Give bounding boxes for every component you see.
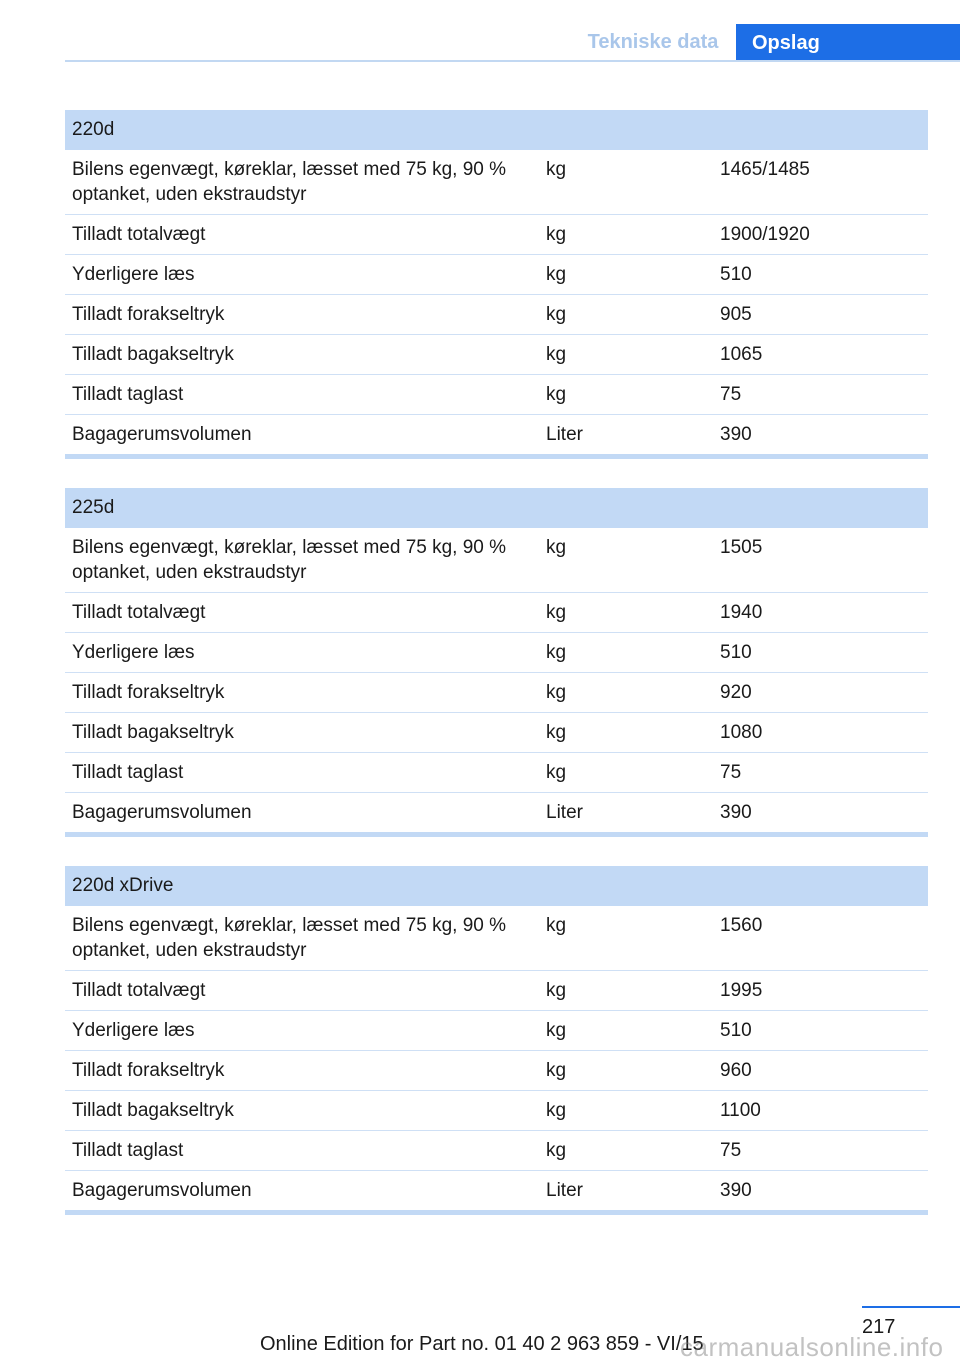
page-number-rule <box>862 1306 960 1308</box>
watermark: carmanualsonline.info <box>680 1332 944 1362</box>
row-label: Tilladt totalvægt <box>72 224 206 245</box>
row-value: 1900/1920 <box>720 224 810 245</box>
row-unit: kg <box>546 1060 567 1081</box>
spec-table-220d-xdrive <box>65 866 928 1215</box>
row-label: Yderligere læs <box>72 642 195 663</box>
row-value: 510 <box>720 642 752 663</box>
table-row <box>65 753 928 793</box>
page-header <box>0 0 960 62</box>
table-row <box>65 971 928 1011</box>
row-value: 390 <box>720 424 752 445</box>
row-value: 1505 <box>720 537 763 558</box>
edition-footer: Online Edition for Part no. 01 40 2 963 859 - VI/15 <box>260 1333 704 1355</box>
table-row <box>65 1091 928 1131</box>
row-value: 510 <box>720 1020 752 1041</box>
row-unit: Liter <box>546 424 583 445</box>
row-value: 75 <box>720 384 742 405</box>
row-unit: kg <box>546 1140 567 1161</box>
table-row <box>65 150 928 215</box>
spec-tables <box>65 110 928 1244</box>
table-row <box>65 713 928 753</box>
spec-table-220d <box>65 110 928 459</box>
table-row <box>65 528 928 593</box>
table-row <box>65 1131 928 1171</box>
table-row <box>65 793 928 832</box>
row-value: 390 <box>720 802 752 823</box>
row-unit: Liter <box>546 1180 583 1201</box>
row-label: Bilens egenvægt, køreklar, læsset med 75 kg, 90 % optanket, uden ekstraudstyr <box>72 915 507 961</box>
row-label: Tilladt taglast <box>72 1140 184 1161</box>
row-unit: kg <box>546 602 567 623</box>
table-title: 220d <box>65 110 928 150</box>
row-value: 75 <box>720 1140 742 1161</box>
table-bottom-rule <box>65 1210 928 1215</box>
row-value: 960 <box>720 1060 752 1081</box>
table-title: 220d xDrive <box>65 866 928 906</box>
row-value: 1995 <box>720 980 763 1001</box>
row-value: 1065 <box>720 344 763 365</box>
row-value: 75 <box>720 762 742 783</box>
row-unit: kg <box>546 264 567 285</box>
table-row <box>65 295 928 335</box>
row-value: 1100 <box>720 1100 761 1121</box>
spec-table-225d <box>65 488 928 837</box>
row-label: Bilens egenvægt, køreklar, læsset med 75 kg, 90 % optanket, uden ekstraudstyr <box>72 159 507 205</box>
row-label: Tilladt forakseltryk <box>72 304 225 325</box>
row-label: Yderligere læs <box>72 264 195 285</box>
row-label: Bagagerumsvolumen <box>72 424 252 445</box>
row-label: Tilladt taglast <box>72 762 184 783</box>
row-value: 1465/1485 <box>720 159 810 180</box>
table-row <box>65 1011 928 1051</box>
row-unit: kg <box>546 1020 567 1041</box>
row-value: 390 <box>720 1180 752 1201</box>
row-value: 920 <box>720 682 752 703</box>
row-unit: kg <box>546 1100 567 1121</box>
tab-tekniske-data[interactable]: Tekniske data <box>587 31 719 53</box>
row-label: Bilens egenvægt, køreklar, læsset med 75 kg, 90 % optanket, uden ekstraudstyr <box>72 537 507 583</box>
row-unit: kg <box>546 384 567 405</box>
row-label: Bagagerumsvolumen <box>72 802 252 823</box>
table-row <box>65 215 928 255</box>
row-label: Tilladt totalvægt <box>72 980 206 1001</box>
row-unit: kg <box>546 304 567 325</box>
row-label: Tilladt bagakseltryk <box>72 722 234 743</box>
header-divider <box>65 60 960 62</box>
table-title: 225d <box>65 488 928 528</box>
row-value: 1080 <box>720 722 763 743</box>
table-row <box>65 375 928 415</box>
row-unit: kg <box>546 762 567 783</box>
row-value: 1940 <box>720 602 763 623</box>
table-row <box>65 255 928 295</box>
row-label: Tilladt bagakseltryk <box>72 344 234 365</box>
row-label: Bagagerumsvolumen <box>72 1180 252 1201</box>
table-row <box>65 593 928 633</box>
row-label: Yderligere læs <box>72 1020 195 1041</box>
row-value: 510 <box>720 264 752 285</box>
row-unit: kg <box>546 344 567 365</box>
table-row <box>65 633 928 673</box>
row-label: Tilladt forakseltryk <box>72 1060 225 1081</box>
row-unit: kg <box>546 537 567 558</box>
page-number: 217 <box>862 1316 896 1338</box>
table-row <box>65 415 928 454</box>
table-row <box>65 1051 928 1091</box>
tab-opslag[interactable]: Opslag <box>736 24 960 62</box>
row-label: Tilladt bagakseltryk <box>72 1100 234 1121</box>
row-unit: kg <box>546 642 567 663</box>
table-row <box>65 335 928 375</box>
row-unit: kg <box>546 722 567 743</box>
row-value: 905 <box>720 304 752 325</box>
row-value: 1560 <box>720 915 763 936</box>
row-unit: kg <box>546 224 567 245</box>
table-bottom-rule <box>65 832 928 837</box>
table-row <box>65 673 928 713</box>
row-label: Tilladt taglast <box>72 384 184 405</box>
row-unit: kg <box>546 159 567 180</box>
table-row <box>65 1171 928 1210</box>
row-label: Tilladt forakseltryk <box>72 682 225 703</box>
row-unit: kg <box>546 915 567 936</box>
table-row <box>65 906 928 971</box>
row-unit: Liter <box>546 802 583 823</box>
row-unit: kg <box>546 980 567 1001</box>
table-bottom-rule <box>65 454 928 459</box>
row-label: Tilladt totalvægt <box>72 602 206 623</box>
row-unit: kg <box>546 682 567 703</box>
